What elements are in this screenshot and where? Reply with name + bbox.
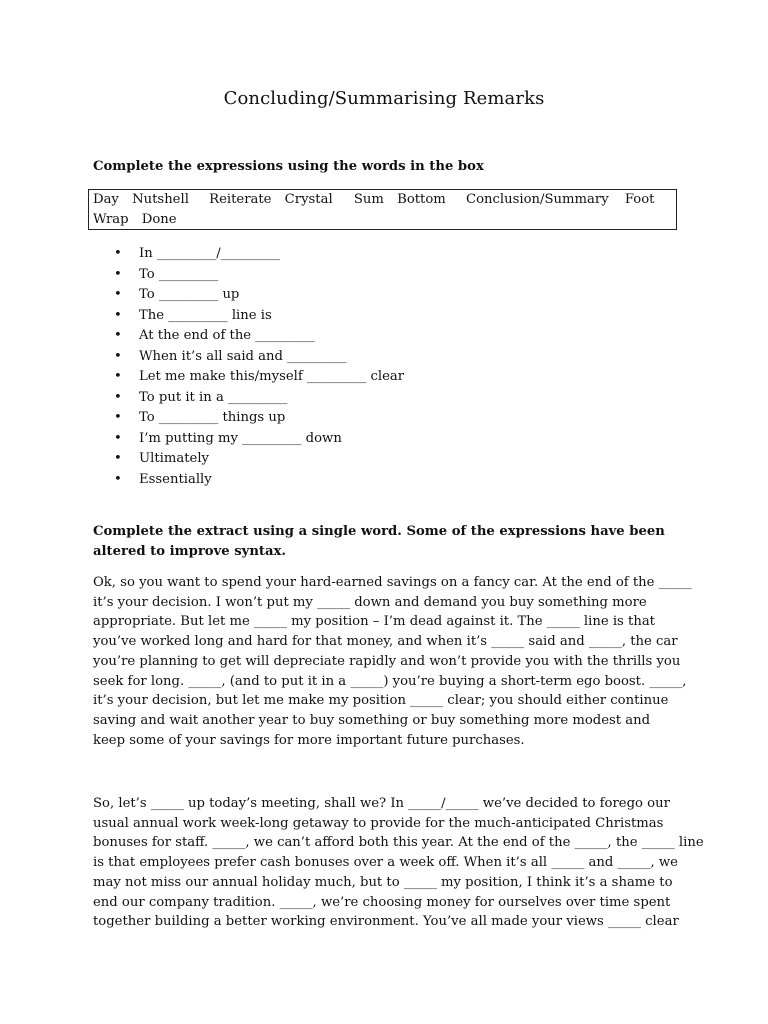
bullet-icon: • — [114, 451, 122, 466]
list-item — [114, 408, 404, 429]
paragraph-line: end our company tradition. _____, we’re choosing money for ourselves over time spent — [93, 894, 671, 910]
list-item-text: When it’s all said and _________ — [139, 348, 347, 364]
paragraph-line: together building a better working environment. You’ve all made your views _____ clear — [93, 914, 679, 930]
list-item-text: At the end of the _________ — [139, 328, 315, 343]
list-item — [114, 306, 404, 327]
list-item — [114, 347, 404, 368]
list-item-text: To put it in a _________ — [139, 389, 288, 405]
paragraph-line: it’s your decision. I won’t put my _____ down and demand you buy something more — [93, 594, 647, 610]
bullet-icon: • — [114, 471, 122, 487]
paragraph-line: seek for long. _____, (and to put it in a _____) you’re buying a short-term ego boost. _____, — [93, 673, 687, 689]
list-item — [114, 326, 404, 347]
list-item — [114, 470, 404, 491]
list-item-text: The _________ line is — [139, 307, 272, 323]
list-item-text: In _________/_________ — [139, 246, 281, 261]
paragraph-line: keep some of your savings for more important future purchases. — [93, 732, 525, 748]
paragraph-line: appropriate. But let me _____ my position – I’m dead against it. The _____ line is that — [93, 614, 655, 630]
bullet-icon: • — [114, 266, 122, 282]
bullet-icon: • — [114, 430, 122, 446]
bullet-icon: • — [114, 389, 122, 405]
extract-paragraph-2 — [93, 794, 704, 932]
list-item-text: Essentially — [139, 471, 212, 487]
list-item — [114, 449, 404, 470]
paragraph-line: you’ve worked long and hard for that money, and when it’s _____ said and _____, the car — [93, 634, 678, 650]
word-box — [88, 189, 677, 230]
section1-heading: Complete the expressions using the words in the box — [93, 159, 484, 174]
word-box-word: Done — [141, 212, 177, 227]
word-box-word: Day — [93, 192, 119, 207]
list-item — [114, 367, 404, 388]
paragraph-line: saving and wait another year to buy something or buy something more modest and — [93, 712, 651, 728]
list-item — [114, 285, 404, 306]
list-item-text: To _________ — [139, 266, 219, 282]
word-box-word: Conclusion/Summary — [466, 192, 609, 207]
word-box-word: Sum — [353, 192, 384, 207]
word-box-word: Wrap — [93, 212, 129, 227]
list-item-text: Ultimately — [139, 451, 209, 466]
paragraph-line: it’s your decision, but let me make my position _____ clear; you should either continue — [93, 693, 669, 709]
section2-heading — [93, 522, 683, 562]
bullet-icon: • — [114, 328, 122, 343]
paragraph-line: may not miss our annual holiday much, but to _____ my position, I think it’s a shame to — [93, 874, 673, 890]
list-item-text: To _________ up — [139, 287, 240, 302]
paragraph-line: bonuses for staff. _____, we can’t afford both this year. At the end of the _____, the _____ line — [93, 835, 704, 851]
list-item — [114, 265, 404, 286]
bullet-icon: • — [114, 307, 122, 323]
word-box-word: Foot — [624, 192, 655, 207]
paragraph-line: usual annual work week-long getaway to provide for the much-anticipated Christmas — [93, 815, 664, 831]
list-item — [114, 388, 404, 409]
word-box-row-2 — [93, 210, 676, 230]
word-box-row-1 — [93, 190, 676, 210]
extract-paragraph-1 — [93, 573, 692, 750]
list-item-text: To _________ things up — [139, 410, 286, 425]
paragraph-line: Ok, so you want to spend your hard-earned savings on a fancy car. At the end of the _____ — [93, 575, 692, 590]
bullet-icon: • — [114, 348, 122, 364]
list-item-text: Let me make this/myself _________ clear — [139, 369, 405, 384]
word-box-word: Crystal — [284, 192, 333, 207]
bullet-icon: • — [114, 369, 122, 384]
bullet-icon: • — [114, 410, 122, 425]
word-box-word: Bottom — [397, 192, 446, 207]
list-item — [114, 244, 404, 265]
list-item — [114, 429, 404, 450]
section2-heading-line: Complete the extract using a single word. Some of the expressions have been — [93, 524, 665, 539]
paragraph-line: is that employees prefer cash bonuses over a week off. When it’s all _____ and _____, we — [93, 855, 678, 871]
word-box-word: Reiterate — [209, 192, 272, 207]
paragraph-line: So, let’s _____ up today’s meeting, shall we? In _____/_____ we’ve decided to forego our — [93, 796, 670, 811]
page-title: Concluding/Summarising Remarks — [223, 88, 545, 109]
section2-heading-line: altered to improve syntax. — [93, 544, 287, 559]
list-item-text: I’m putting my _________ down — [139, 430, 342, 446]
word-box-word: Nutshell — [132, 192, 189, 207]
bullet-icon: • — [114, 246, 122, 261]
bullet-icon: • — [114, 287, 122, 302]
expressions-list — [114, 244, 404, 490]
paragraph-line: you’re planning to get will depreciate rapidly and won’t provide you with the thrills you — [93, 653, 681, 669]
